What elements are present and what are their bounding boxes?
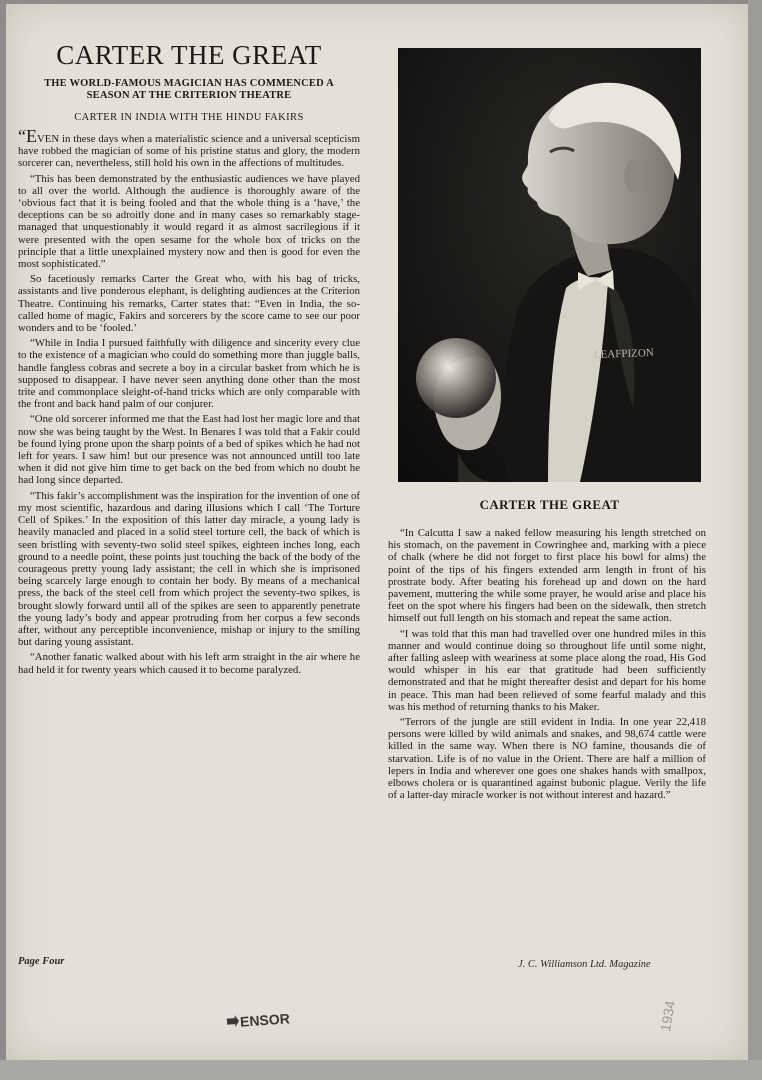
photo-caption: CARTER THE GREAT [479, 497, 620, 512]
publisher-credit: J. C. Williamson Ltd. Magazine [518, 959, 651, 970]
scanner-bed [0, 1060, 762, 1080]
article-left-column [18, 40, 360, 679]
arrow-icon [226, 1014, 241, 1029]
paragraph: “One old sorcerer informed me that the East had lost her magic lore and that now she was being taught by the West. In Benares I was told that a Fakir could be found lying prone upon the sharp points of a bed of spikes which he had not left for years. I saw him! but our presence was not announced untill too late when it did not give him time to get back on the bed from which no doubt he had long since departed. [18, 413, 360, 487]
article-body-left [18, 126, 360, 676]
headline: CARTER THE GREAT [56, 40, 322, 70]
handwritten-date: 1934 [656, 999, 679, 1033]
paragraph: “This has been demonstrated by the enthusiastic audiences we have played to all over the world. Although the audience is thoroughly aware of the ‘obvious fact that it is being fooled and that the whole thing is a ‘have,’ the deceptions can be so adroitly done and in many cases so remarkably stage-managed that unquestionably it would regard it as almost sacrilegious if it were presented with the open sesame for the whole box of tricks on the principle that a little unexplained mystery now and then is good for even the most sophisticated.” [18, 172, 360, 271]
photographer-signature: LEAFPIZON [593, 346, 654, 361]
page-number: Page Four [18, 956, 65, 967]
opening-paragraph [18, 126, 360, 170]
article-right-column [388, 527, 706, 804]
paragraph: So facetiously remarks Carter the Great who, with his bag of tricks, assistants and live ponderous elephant, is delighting audiences at the Criterion Theatre. Continuing his remarks, Carter states that: “Even in India, the so-called home of magic, Fakirs and sorcerers by the score came to see our poor wonders and to be ‘fooled.’ [18, 273, 360, 335]
paragraph: “Another fanatic walked about with his left arm straight in the air where he had held it for twenty years which caused it to become paralyzed. [18, 651, 360, 676]
portrait-photo [398, 48, 701, 482]
stamp-text: ENSOR [239, 1010, 291, 1030]
subheadline: THE WORLD-FAMOUS MAGICIAN HAS COMMENCED A SEASON AT THE CRITERION THEATRE [44, 78, 334, 101]
drop-cap: “E [18, 126, 37, 146]
paragraph: “Terrors of the jungle are still evident in India. In one year 22,418 persons were killed by wild animals and snakes, and 98,674 cattle were killed in the same way. When there is NO famine, thousands die of starvation. Life is of no value in the Orient. There are half a million of lepers in India and wherever one goes one shakes hands with smallpox, elbows cholera or is quarantined against bubonic plague. Verily the life of a latter-day miracle worker is not without interest and hazard.” [388, 716, 706, 802]
paragraph: “This fakir’s accomplishment was the inspiration for the invention of one of my most scientific, hazardous and daring illusions which I call ‘The Torture Cell of Spikes.’ In the exposition of this latter day miracle, a young lady is heavily manacled and placed in a solid steel torture cell, the back of which is seen bristling with seventy-two solid steel spikes, eighteen inches long, each ground to a needle point, these points just touching the back of the body of the courageous pretty young lady assistant; the cell in which she is imprisoned being scarcely large enough to contain her body. By means of a mechanical press, the back of the steel cell from which project the seventy-two spikes, is brought slowly forward until all of the spikes are seen to apparently penetrate the young lady’s body and appear protruding from her corpus a few seconds after, without any perceptible inconvenience, mishap or injury to the smiling but daring young assistant. [18, 489, 360, 649]
opening-paragraph-text: VEN in these days when a materialistic science and a universal scepticism have robbed the magician of some of his pristine status and glory, the modern sorcerer can, nevertheless, still hold his own in the affections of multitudes. [18, 133, 360, 170]
paragraph: “While in India I pursued faithfully with diligence and sincerity every clue to the existence of a magician who could do something more than juggle balls, handle fangless cobras and secrete a boy in a circular basket from which he is supposed to disappear. I have never seen anything done other than the most trite and commonplace sleight-of-hand tricks which are only comparable with the front and back hand palm of our conjurer. [18, 337, 360, 411]
paragraph: “In Calcutta I saw a naked fellow measuring his length stretched on his stomach, on the pavement in Cowringhee and, marking with a piece of chalk (where he did not forget to first place his bowl for alms) the point of the tips of his fingers extended arm length in front of his prostrate body. After beating his forehead up and down on the hard pavement, muttering the while some prayer, he would arise and place his feet on the spot where his fingers had been on the sidewalk, then stretch himself out full length on his stomach and repeat the same action. [388, 527, 706, 625]
portrait-illustration [398, 48, 701, 482]
section-heading: CARTER IN INDIA WITH THE HINDU FAKIRS [74, 112, 304, 123]
page-edge [748, 0, 762, 1080]
paragraph: “I was told that this man had travelled over one hundred miles in this manner and would continue doing so throughout life until some night, after falling asleep with weariness at some place along the road, His God would whisper in his ear that gratitude had been sufficiently demonstrated and that he might thereafter desist and depart for his home in peace. This man had been relieved of some fearful malady and this was his method of returning thanks to his Maker. [388, 627, 706, 713]
